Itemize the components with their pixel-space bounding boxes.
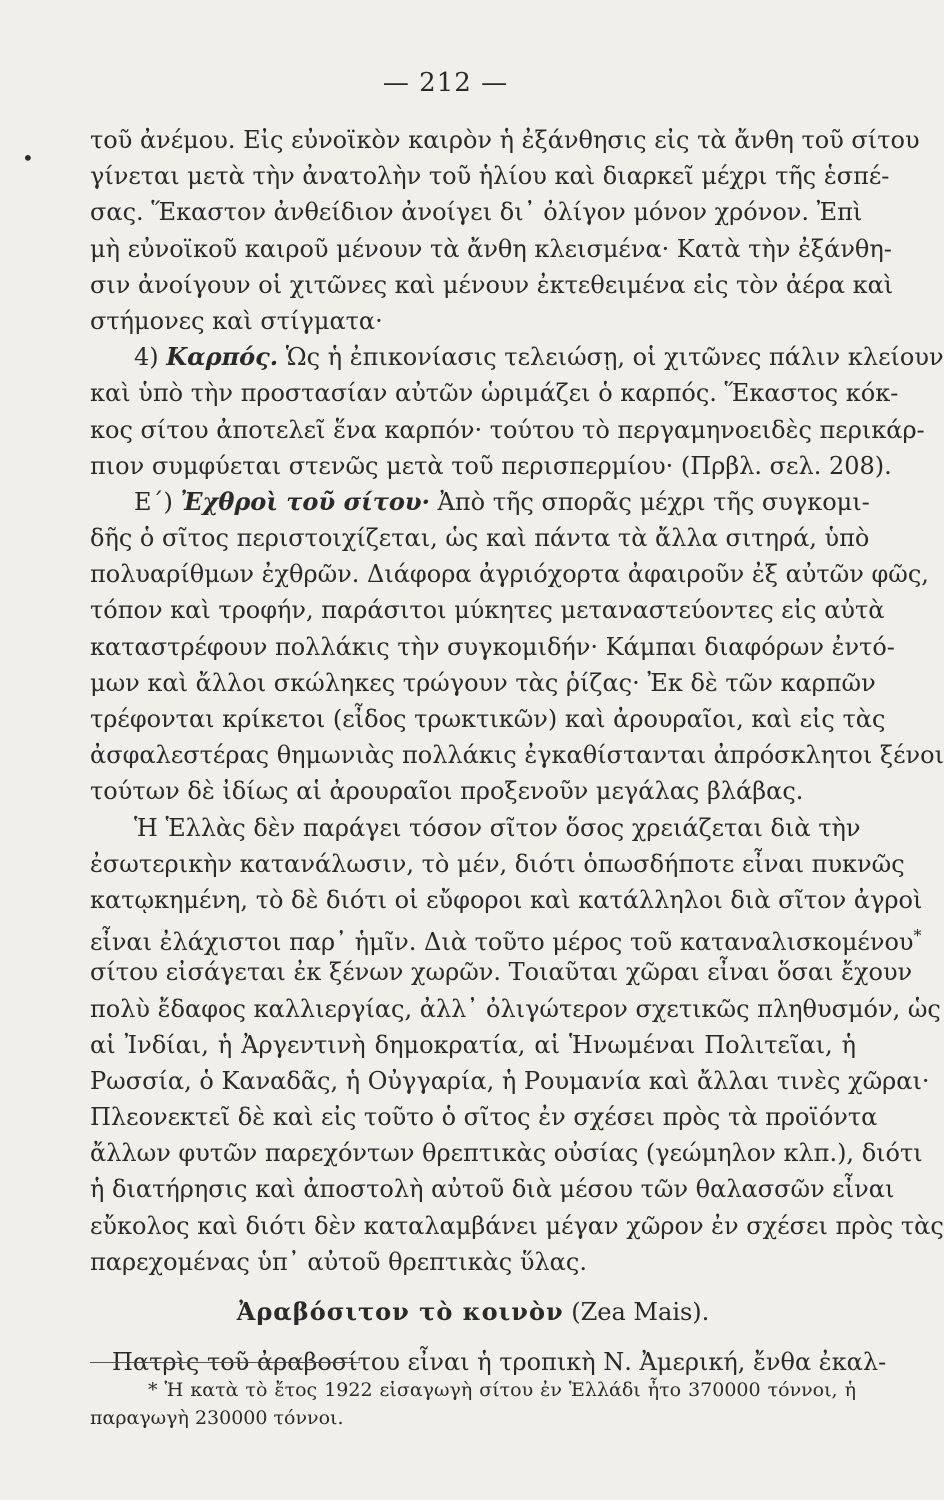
text-line: μὴ εὐνοϊκοῦ καιροῦ μένουν τὰ ἄνθη κλεισμένα· Κατὰ τὴν ἐξάνθη-: [90, 234, 892, 263]
text-line: καὶ ὑπὸ τὴν προστασίαν αὐτῶν ὡριμάζει ὁ καρπός. Ἕκαστος κόκ-: [90, 379, 899, 408]
text-line: ἡ διατήρησις καὶ ἀποστολὴ αὐτοῦ διὰ μέσου τῶν θαλασσῶν εἶναι: [90, 1175, 895, 1204]
section-number: 4): [134, 343, 159, 372]
text-line: αἱ Ἰνδίαι, ἡ Ἀργεντινὴ δημοκρατία, αἱ Ἡνωμέναι Πολιτεῖαι, ἡ: [90, 1030, 856, 1059]
footnote-line: * Ἡ κατὰ τὸ ἔτος 1922 εἰσαγωγὴ σίτου ἐν Ἑλλάδι ἦτο 370000 τόννοι, ἡ: [148, 1379, 856, 1401]
margin-dot: •: [22, 146, 34, 170]
text-line: κος σίτου ἀποτελεῖ ἕνα καρπόν· τούτου τὸ περγαμηνοειδὲς περικάρ-: [90, 415, 925, 444]
section-title: Ἐχθροὶ τοῦ σίτου·: [180, 486, 430, 516]
text-line: καταστρέφουν πολλάκις τὴν συγκομιδήν· Κάμπαι διαφόρων ἐντό-: [90, 632, 895, 661]
text-line: Πλεονεκτεῖ δὲ καὶ εἰς τοῦτο ὁ σῖτος ἐν σχέσει πρὸς τὰ προϊόντα: [90, 1103, 878, 1132]
text-line: τοῦ ἀνέμου. Εἰς εὐνοϊκὸν καιρὸν ἡ ἐξάνθησις εἰς τὰ ἄνθη τοῦ σίτου: [90, 126, 920, 154]
text-line: στήμονες καὶ στίγματα·: [90, 306, 383, 335]
body-text: [90, 122, 944, 1380]
text-line: ἀσφαλεστέρας θημωνιὰς πολλάκις ἐγκαθίστανται ἀπρόσκλητοι ξένοι: [90, 741, 944, 770]
section-title: Καρπός.: [166, 342, 279, 372]
section-e-enemies: [90, 484, 944, 810]
paragraph-1: [90, 122, 920, 339]
text-line: πιον συμφύεται στενῶς μετὰ τοῦ περισπερμίου· (Πρβλ. σελ. 208).: [90, 451, 892, 480]
text-line: [90, 918, 922, 957]
text-line: μων καὶ ἄλλοι σκώληκες τρώγουν τὰς ῥίζας· Ἐκ δὲ τῶν καρπῶν: [90, 668, 876, 697]
text-line: εὔκολος καὶ διότι δὲν καταλαμβάνει μέγαν χῶρον ἐν σχέσει πρὸς τὰς: [90, 1211, 944, 1240]
footnote-line: παραγωγὴ 230000 τόννοι.: [90, 1407, 344, 1429]
text-line: τούτων δὲ ἰδίως αἱ ἀρουραῖοι προξενοῦν μεγάλας βλάβας.: [90, 777, 804, 806]
heading-latin: (Zea Mais).: [571, 1298, 710, 1326]
text-line: πολὺ ἔδαφος καλλιεργίας, ἀλλ᾽ ὀλιγώτερον σχετικῶς πληθυσμόν, ὡς: [90, 994, 941, 1023]
footnote: [90, 1376, 856, 1432]
text-line: [90, 339, 944, 375]
text-line: τρέφονται κρίκετοι (εἶδος τρωκτικῶν) καὶ ἀρουραῖοι, καὶ εἰς τὰς: [90, 705, 886, 733]
page-number: — 212 —: [382, 68, 509, 98]
text-line: γίνεται μετὰ τὴν ἀνατολὴν τοῦ ἡλίου καὶ διαρκεῖ μέχρι τῆς ἑσπέ-: [90, 162, 890, 191]
section-number: Ε΄): [134, 487, 173, 516]
text-line: Πατρὶς τοῦ ἀραβοσίτου εἶναι ἡ τροπικὴ Ν. Ἀμερική, ἔνθα ἐκαλ-: [112, 1348, 887, 1376]
text-line: τόπον καὶ τροφήν, παράσιτοι μύκητες μεταναστεύοντες εἰς αὐτὰ: [90, 596, 885, 625]
section-text: Ἀπὸ τῆς σπορᾶς μέχρι τῆς συγκομι-: [429, 487, 870, 516]
section-text: Ὡς ἡ ἐπικονίασις τελειώσῃ, οἱ χιτῶνες πάλιν κλείουν: [278, 343, 944, 372]
text-line: [90, 484, 870, 520]
text-line: σας. Ἕκαστον ἀνθείδιον ἀνοίγει δι᾽ ὀλίγον μόνον χρόνον. Ἐπὶ: [90, 198, 863, 227]
footnote-marker: *: [913, 926, 922, 946]
text-line: σίτου εἰσάγεται ἐκ ξένων χωρῶν. Τοιαῦται χῶραι εἶναι ὅσαι ἔχουν: [90, 958, 913, 987]
text-span: εἶναι ἐλάχιστοι παρ᾽ ἡμῖν. Διὰ τοῦτο μέρος τοῦ καταναλισκομένου: [90, 928, 914, 957]
text-line: παρεχομένας ὑπ᾽ αὐτοῦ θρεπτικὰς ὕλας.: [90, 1247, 587, 1276]
text-line: ἄλλων φυτῶν παρεχόντων θρεπτικὰς οὐσίας (γεώμηλον κλπ.), διότι: [90, 1139, 923, 1168]
text-line: Ἡ Ἑλλὰς δὲν παράγει τόσον σῖτον ὅσος χρειάζεται διὰ τὴν: [134, 813, 861, 842]
paragraph-hellas: [90, 810, 944, 1280]
heading-greek: Ἀραβόσιτον τὸ κοινὸν: [236, 1297, 564, 1326]
footnote-divider: [90, 1362, 360, 1363]
text-line: σιν ἀνοίγουν οἱ χιτῶνες καὶ μένουν ἐκτεθειμένα εἰς τὸν ἀέρα καὶ: [90, 270, 894, 299]
text-line: ἐσωτερικὴν κατανάλωσιν, τὸ μέν, διότι ὁπωσδήποτε εἶναι πυκνῶς: [90, 849, 905, 878]
text-line: δῆς ὁ σῖτος περιστοιχίζεται, ὡς καὶ πάντα τὰ ἄλλα σιτηρά, ὑπὸ: [90, 524, 870, 553]
text-line: Ρωσσία, ὁ Καναδᾶς, ἡ Οὐγγαρία, ἡ Ρουμανία καὶ ἄλλαι τινὲς χῶραι·: [90, 1066, 930, 1095]
text-line: πολυαρίθμων ἐχθρῶν. Διάφορα ἀγριόχορτα ἀφαιροῦν ἐξ αὐτῶν φῶς,: [90, 560, 929, 589]
text-line: κατῳκημένη, τὸ δὲ διότι οἱ εὔφοροι καὶ κατάλληλοι διὰ σῖτον ἀγροὶ: [90, 885, 923, 914]
section-heading: [90, 1294, 856, 1330]
section-4-karpos: [90, 339, 944, 484]
